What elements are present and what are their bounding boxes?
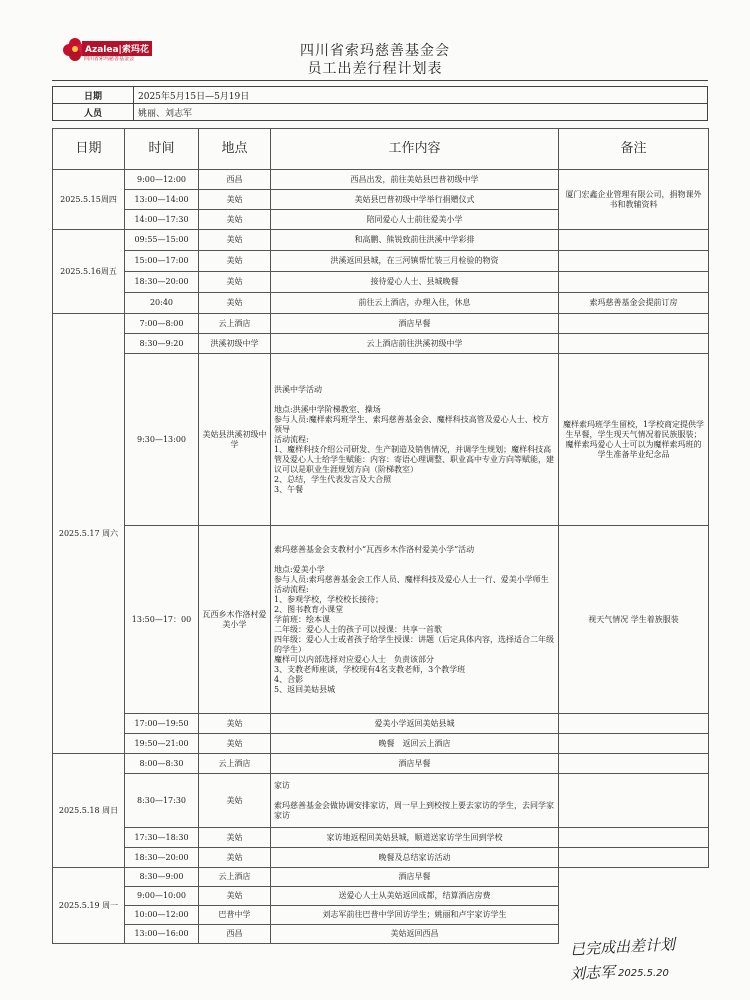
table-row <box>53 868 709 887</box>
day-date-cell: 2025.5.16周五 <box>53 230 125 314</box>
note-cell <box>559 848 709 868</box>
note-cell <box>559 774 709 828</box>
note-cell: 索玛慈善基金会提前订房 <box>559 293 709 314</box>
place-cell: 美姑 <box>199 828 271 848</box>
schedule-header-row <box>53 129 709 170</box>
doc-title-form: 员工出差行程计划表 <box>307 61 443 77</box>
work-cell: 晚餐及总结家访活动 <box>271 848 559 868</box>
work-cell: 酒店早餐 <box>271 868 559 887</box>
note-cell <box>559 734 709 754</box>
handwritten-signature-date: 2025.5.20 <box>618 968 669 979</box>
time-cell: 13:00—14:00 <box>125 190 199 210</box>
work-cell: 爱美小学返回美姑县城 <box>271 714 559 734</box>
meta-table <box>52 86 708 121</box>
place-cell: 美姑县洪溪初级中学 <box>199 354 271 526</box>
work-cell: 晚餐 返回云上酒店 <box>271 734 559 754</box>
time-cell: 8:30—17:30 <box>125 774 199 828</box>
time-cell: 09:55—15:00 <box>125 230 199 251</box>
table-row <box>53 293 709 314</box>
header-note: 备注 <box>559 129 709 170</box>
note-cell <box>559 714 709 734</box>
place-cell: 美姑 <box>199 230 271 251</box>
table-row <box>53 272 709 293</box>
place-cell: 美姑 <box>199 272 271 293</box>
place-cell: 美姑 <box>199 734 271 754</box>
note-cell <box>559 272 709 293</box>
work-cell: 云上酒店前往洪溪初级中学 <box>271 334 559 354</box>
logo-tagline: 四川省索玛慈善基金会 <box>84 56 135 62</box>
table-row <box>53 334 709 354</box>
work-cell: 接待爱心人士、县城晚餐 <box>271 272 559 293</box>
note-cell-signature-area <box>559 868 709 944</box>
work-cell: 和高鹏、熊锐致前往洪溪中学彩排 <box>271 230 559 251</box>
note-cell: 视天气情况 学生着族服装 <box>559 526 709 714</box>
work-cell <box>271 526 559 714</box>
people-value: 姚丽、刘志军 <box>134 104 708 121</box>
place-cell: 西昌 <box>199 925 271 944</box>
table-row <box>53 828 709 848</box>
time-cell: 8:00—8:30 <box>125 754 199 774</box>
place-cell: 美姑 <box>199 210 271 230</box>
header-date: 日期 <box>53 129 125 170</box>
work-cell: 洪溪返回县城，在三河镇帮忙装三月检验的物资 <box>271 251 559 272</box>
time-cell: 15:00—17:00 <box>125 251 199 272</box>
note-cell <box>559 230 709 251</box>
date-range-label: 日期 <box>53 87 134 104</box>
place-cell: 巴普中学 <box>199 906 271 925</box>
work-detail-text: 家访 索玛慈善基金会做协调安排家访，周一早上到校按上要去家访的学生，去同学家家访 <box>274 780 554 820</box>
work-cell: 酒店早餐 <box>271 314 559 334</box>
header-work: 工作内容 <box>271 129 559 170</box>
work-cell: 美姑县巴普初级中学举行捐赠仪式 <box>271 190 559 210</box>
table-row <box>53 526 709 714</box>
work-detail-text: 洪溪中学活动 地点:洪溪中学阶梯教室、操场 参与人员:魔样索玛班学生、索玛慈善基金会、魔样科技高管及爱心人士、校方领导 活动流程: 1、魔样科技介绍公司研发、生产制造及销售情况，并调学生规划；魔样科技高管及爱心人士给学生赋能：内容：寄语心理调整、职业高中专业方向等赋能，建议可以是职业生涯规划方向（阶梯教室） 2、总结，学生代表发言及大合照 3、午餐 <box>274 384 554 494</box>
time-cell: 9:00—12:00 <box>125 170 199 190</box>
work-cell: 酒店早餐 <box>271 754 559 774</box>
schedule-table <box>52 128 709 944</box>
time-cell: 17:00—19:50 <box>125 714 199 734</box>
work-cell: 西昌出发，前往美姑县巴普初级中学 <box>271 170 559 190</box>
time-cell: 13:50—17：00 <box>125 526 199 714</box>
day-date-cell: 2025.5.15周四 <box>53 170 125 230</box>
table-row <box>53 354 709 526</box>
time-cell: 8:30—9:20 <box>125 334 199 354</box>
note-cell <box>559 314 709 334</box>
handwritten-signature-name: 刘志军 <box>569 962 616 984</box>
work-cell: 前往云上酒店，办理入住，休息 <box>271 293 559 314</box>
day-date-cell: 2025.5.19 周一 <box>53 868 125 944</box>
day-date-cell: 2025.5.18 周日 <box>53 754 125 868</box>
table-row <box>53 714 709 734</box>
note-cell <box>559 754 709 774</box>
time-cell: 8:30—9:00 <box>125 868 199 887</box>
place-cell: 云上酒店 <box>199 754 271 774</box>
table-row <box>53 230 709 251</box>
time-cell: 7:00—8:00 <box>125 314 199 334</box>
note-cell <box>559 334 709 354</box>
place-cell: 美姑 <box>199 887 271 906</box>
table-row <box>53 774 709 828</box>
table-row <box>53 314 709 334</box>
time-cell: 9:30—13:00 <box>125 354 199 526</box>
header-place: 地点 <box>199 129 271 170</box>
table-row <box>53 848 709 868</box>
table-row <box>53 251 709 272</box>
doc-title-org: 四川省索玛慈善基金会 <box>300 43 450 59</box>
place-cell: 瓦西乡木作洛村爱美小学 <box>199 526 271 714</box>
time-cell: 18:30—20:00 <box>125 272 199 293</box>
title-divider <box>52 80 708 81</box>
header-time: 时间 <box>125 129 199 170</box>
handwritten-completion-note: 已完成出差计划 <box>569 935 676 959</box>
time-cell: 18:30—20:00 <box>125 848 199 868</box>
work-cell: 美姑返回西昌 <box>271 925 559 944</box>
place-cell: 美姑 <box>199 190 271 210</box>
place-cell: 洪溪初级中学 <box>199 334 271 354</box>
work-cell <box>271 354 559 526</box>
time-cell: 20:40 <box>125 293 199 314</box>
note-cell: 魔样索玛班学生留校，1学校商定提供学生早餐，学生现天气情况着民族服装；魔样索玛爱心人士可以为魔样索玛班的学生准备毕业纪念品 <box>559 354 709 526</box>
table-row <box>53 170 709 190</box>
people-label: 人员 <box>53 104 134 121</box>
place-cell: 美姑 <box>199 293 271 314</box>
time-cell: 13:00—16:00 <box>125 925 199 944</box>
note-cell: 厦门宏鑫企业管理有限公司，捐物课外书和教辅资料 <box>559 170 709 230</box>
table-row <box>53 734 709 754</box>
work-cell: 陪同爱心人士前往爱美小学 <box>271 210 559 230</box>
place-cell: 美姑 <box>199 714 271 734</box>
place-cell: 美姑 <box>199 774 271 828</box>
place-cell: 西昌 <box>199 170 271 190</box>
note-cell <box>559 828 709 848</box>
work-cell: 送爱心人士从美姑返回成都，结算酒店房费 <box>271 887 559 906</box>
work-detail-text: 索玛慈善基金会支教村小“瓦西乡木作洛村爱美小学”活动 地点:爱美小学 参与人员:索玛慈善基金会工作人员、魔样科技及爱心人士一行、爱美小学师生 活动流程: 1、参观学校，学校校长接待； 2、图书教育小课堂 学前班：绘本课 二年级：爱心人士的孩子可以授课：共享一首歌 四年级：爱心人士或者孩子给学生授课：讲题（后定具体内容，选择适合二年级的学生） 魔样可以内部选择对应爱心人士 负责该部分 3、支教老师座谈，学校现有4名支教老师，3个教学班 4、合影 5、返回美姑县城 <box>274 544 554 694</box>
time-cell: 19:50—21:00 <box>125 734 199 754</box>
note-cell <box>559 251 709 272</box>
work-cell: 刘志军前往巴普中学回访学生；姚丽和卢宇家访学生 <box>271 906 559 925</box>
time-cell: 9:00—10:00 <box>125 887 199 906</box>
work-cell: 家访地返程回美姑县城，顺道送家访学生回到学校 <box>271 828 559 848</box>
time-cell: 10:00—12:00 <box>125 906 199 925</box>
logo-brand-text: Azalea|索玛花 <box>82 41 152 56</box>
date-range-value: 2025年5月15日—5月19日 <box>134 87 708 104</box>
day-date-cell: 2025.5.17 周六 <box>53 314 125 754</box>
time-cell: 17:30—18:30 <box>125 828 199 848</box>
place-cell: 美姑 <box>199 251 271 272</box>
place-cell: 云上酒店 <box>199 868 271 887</box>
place-cell: 云上酒店 <box>199 314 271 334</box>
work-cell <box>271 774 559 828</box>
table-row <box>53 754 709 774</box>
place-cell: 美姑 <box>199 848 271 868</box>
time-cell: 14:00—17:30 <box>125 210 199 230</box>
